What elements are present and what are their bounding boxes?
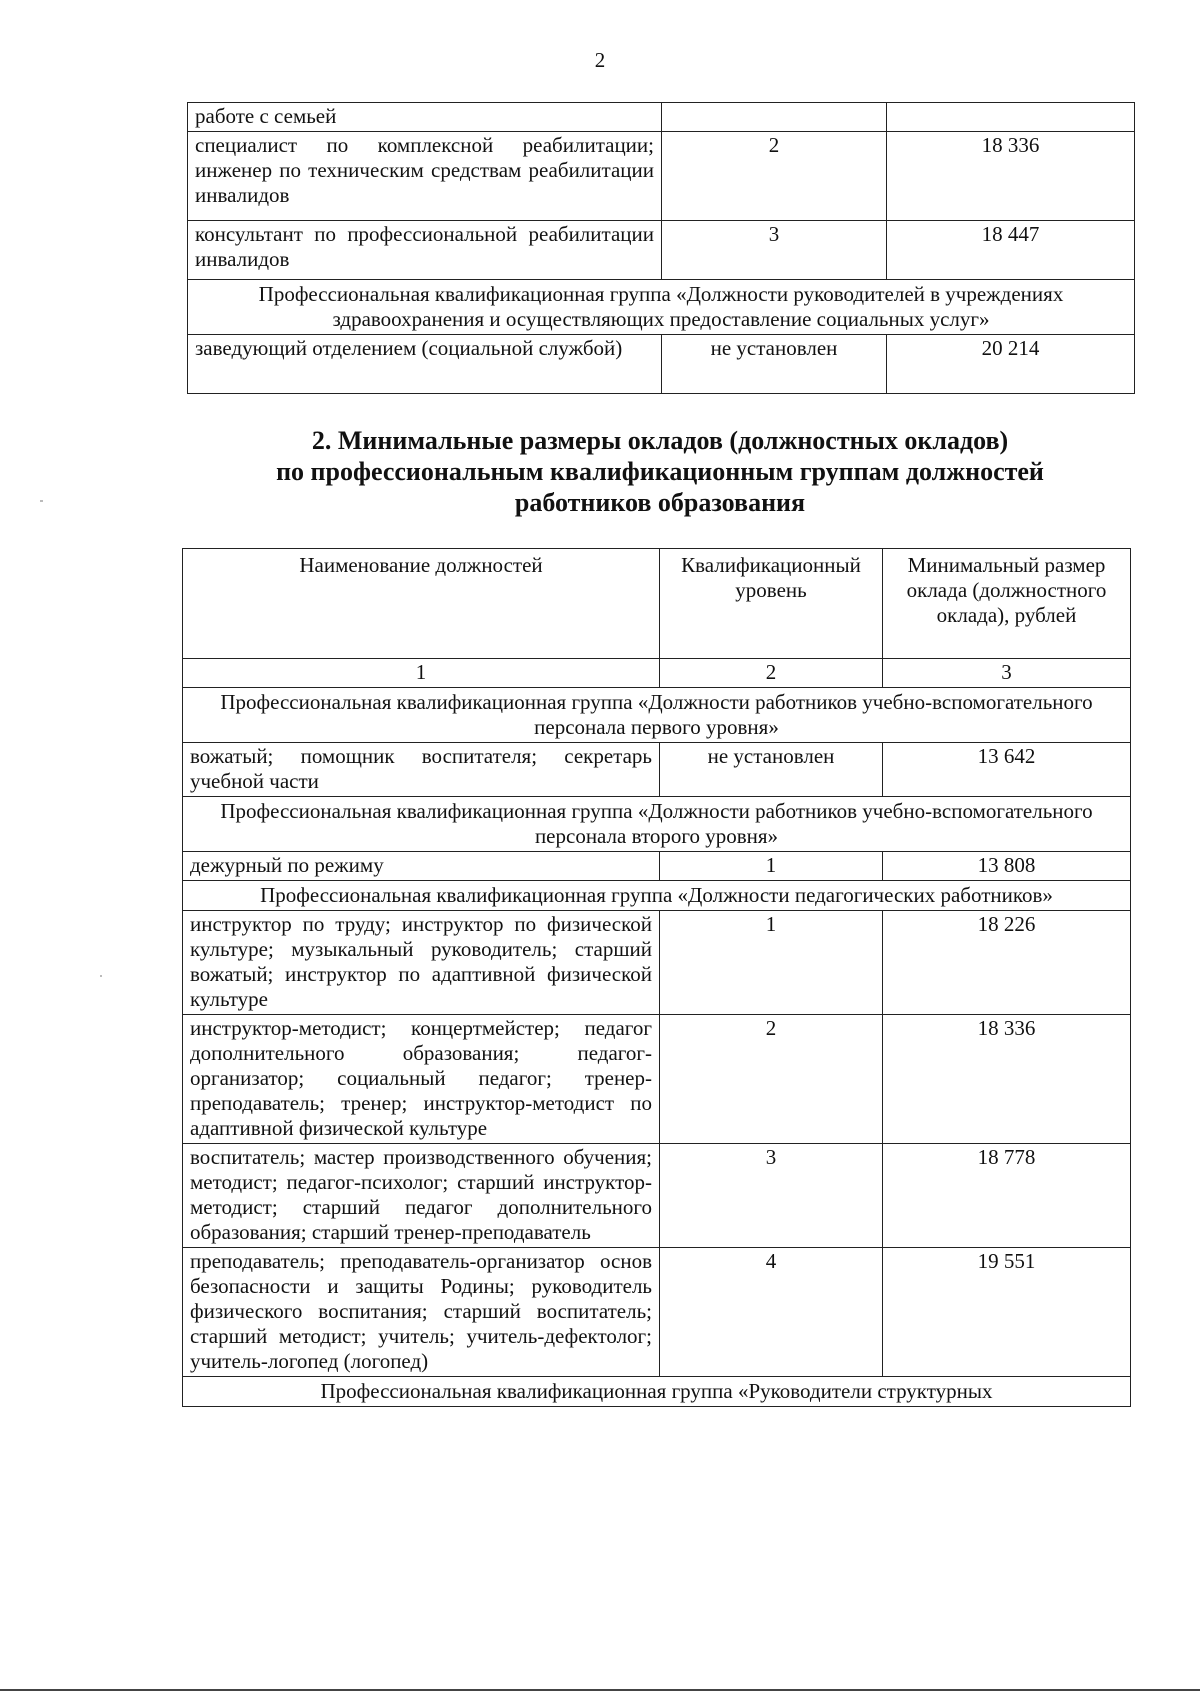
column-header-position: Наименование должностей	[183, 549, 660, 659]
scan-speck	[100, 975, 102, 977]
position-name: инструктор по труду; инструктор по физической культуре; музыкальный руководитель; старший вожатый; инструктор по адаптивной физической культуре	[183, 911, 660, 1015]
qualification-level: 3	[662, 221, 887, 280]
qualification-level: 3	[660, 1144, 883, 1248]
qualification-level: не установлен	[660, 743, 883, 797]
table-header-row	[183, 549, 1131, 659]
section-title-line: по профессиональным квалификационным группам должностей	[276, 457, 1044, 486]
group-heading-row	[183, 881, 1131, 911]
section-title-line: 2. Минимальные размеры окладов (должностных окладов)	[311, 426, 1009, 455]
column-number: 2	[660, 659, 883, 688]
qualification-level	[662, 103, 887, 132]
group-heading-row	[183, 688, 1131, 743]
table-row	[188, 132, 1135, 221]
table-row	[188, 221, 1135, 280]
salary-value: 19 551	[883, 1248, 1131, 1377]
group-heading: Профессиональная квалификационная группа «Должности педагогических работников»	[183, 881, 1131, 911]
column-numbers-row	[183, 659, 1131, 688]
position-name: вожатый; помощник воспитателя; секретарь учебной части	[183, 743, 660, 797]
salary-value	[887, 103, 1135, 132]
group-heading-row	[183, 1377, 1131, 1407]
table-row	[183, 1248, 1131, 1377]
salary-value: 18 447	[887, 221, 1135, 280]
salary-value: 20 214	[887, 335, 1135, 394]
position-name: преподаватель; преподаватель-организатор основ безопасности и защиты Родины; руководитель физического воспитания; старший воспитатель; старший методист; учитель; учитель-дефектолог; учитель-логопед (логопед)	[183, 1248, 660, 1377]
position-name: дежурный по режиму	[183, 852, 660, 881]
column-header-salary: Минимальный размер оклада (должностного оклада), рублей	[883, 549, 1131, 659]
qualification-level: 2	[662, 132, 887, 221]
table-row	[183, 911, 1131, 1015]
qualification-level: 1	[660, 852, 883, 881]
group-heading: Профессиональная квалификационная группа «Должности работников учебно-вспомогательного персонала второго уровня»	[183, 797, 1131, 852]
position-name: консультант по профессиональной реабилитации инвалидов	[188, 221, 662, 280]
salary-value: 18 336	[887, 132, 1135, 221]
qualification-level: не установлен	[662, 335, 887, 394]
table-row	[188, 335, 1135, 394]
qualification-level: 2	[660, 1015, 883, 1144]
column-number: 3	[883, 659, 1131, 688]
salary-value: 18 226	[883, 911, 1131, 1015]
group-heading-row	[188, 280, 1135, 335]
qualification-level: 4	[660, 1248, 883, 1377]
salary-value: 18 778	[883, 1144, 1131, 1248]
group-heading-row	[183, 797, 1131, 852]
page-number: 2	[594, 48, 606, 72]
position-name: специалист по комплексной реабилитации; инженер по техническим средствам реабилитации инвалидов	[188, 132, 662, 221]
scan-speck	[40, 500, 43, 502]
position-name: воспитатель; мастер производственного обучения; методист; педагог-психолог; старший инструктор-методист; старший педагог дополнительного образования; старший тренер-преподаватель	[183, 1144, 660, 1248]
table-row	[188, 103, 1135, 132]
position-name: работе с семьей	[188, 103, 662, 132]
salary-value: 18 336	[883, 1015, 1131, 1144]
page-bottom-edge	[0, 1689, 1200, 1691]
group-heading: Профессиональная квалификационная группа «Должности работников учебно-вспомогательного персонала первого уровня»	[183, 688, 1131, 743]
column-header-level: Квалификационный уровень	[660, 549, 883, 659]
group-heading: Профессиональная квалификационная группа «Руководители структурных	[183, 1377, 1131, 1407]
position-name: заведующий отделением (социальной службой)	[188, 335, 662, 394]
salary-value: 13 808	[883, 852, 1131, 881]
section-title-line: работников образования	[514, 488, 806, 517]
table-row	[183, 852, 1131, 881]
salary-value: 13 642	[883, 743, 1131, 797]
position-name: инструктор-методист; концертмейстер; педагог дополнительного образования; педагог-организатор; социальный педагог; тренер-преподаватель; тренер; инструктор-методист по адаптивной физической культуре	[183, 1015, 660, 1144]
table-row	[183, 743, 1131, 797]
column-number: 1	[183, 659, 660, 688]
qualification-level: 1	[660, 911, 883, 1015]
salary-table-education	[182, 548, 1131, 1407]
salary-table-social	[187, 102, 1135, 394]
table-row	[183, 1015, 1131, 1144]
table-row	[183, 1144, 1131, 1248]
group-heading: Профессиональная квалификационная группа «Должности руководителей в учреждениях здравоохранения и осуществляющих предоставление социальных услуг»	[188, 280, 1135, 335]
section-title	[195, 425, 1125, 518]
